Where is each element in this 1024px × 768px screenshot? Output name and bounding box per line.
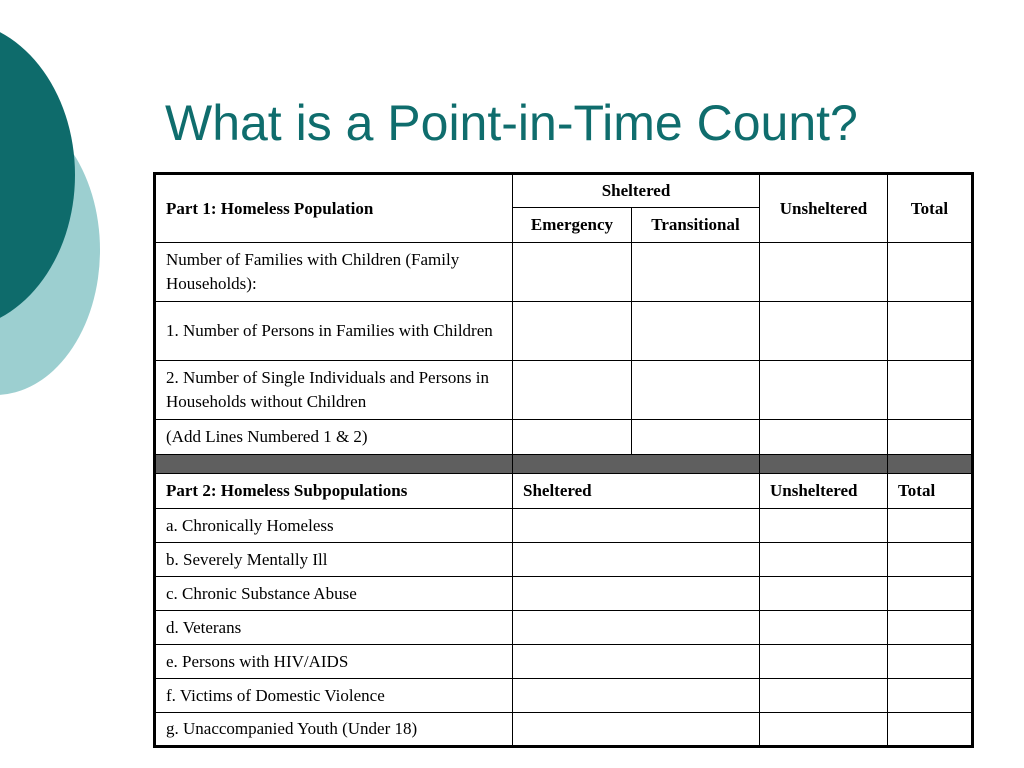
table-row (155, 543, 973, 577)
part2-sheltered-header: Sheltered (513, 474, 760, 509)
unsheltered-cell (760, 679, 888, 713)
row-label: Number of Families with Children (Family Households): (155, 243, 513, 302)
transitional-cell (632, 243, 760, 302)
table-row (155, 611, 973, 645)
sheltered-cell (513, 645, 760, 679)
total-cell (888, 577, 973, 611)
sheltered-cell (513, 611, 760, 645)
sheltered-cell (513, 577, 760, 611)
transitional-cell (632, 302, 760, 361)
total-cell (888, 713, 973, 747)
unsheltered-cell (760, 420, 888, 455)
part1-header-row (155, 174, 973, 208)
point-in-time-table (153, 172, 974, 748)
total-cell (888, 302, 973, 361)
separator-row (155, 455, 973, 474)
row-label: f. Victims of Domestic Violence (155, 679, 513, 713)
emergency-cell (513, 361, 632, 420)
table-row (155, 645, 973, 679)
row-label: e. Persons with HIV/AIDS (155, 645, 513, 679)
sheltered-cell (513, 713, 760, 747)
transitional-header: Transitional (632, 208, 760, 243)
emergency-cell (513, 302, 632, 361)
row-label: 2. Number of Single Individuals and Persons in Households without Children (155, 361, 513, 420)
transitional-cell (632, 361, 760, 420)
table-row (155, 713, 973, 747)
total-cell (888, 361, 973, 420)
part2-unsheltered-header: Unsheltered (760, 474, 888, 509)
total-cell (888, 243, 973, 302)
row-label: c. Chronic Substance Abuse (155, 577, 513, 611)
emergency-cell (513, 420, 632, 455)
row-label: (Add Lines Numbered 1 & 2) (155, 420, 513, 455)
part2-header-row (155, 474, 973, 509)
unsheltered-cell (760, 645, 888, 679)
table-row (155, 302, 973, 361)
unsheltered-cell (760, 361, 888, 420)
separator-cell (155, 455, 513, 474)
sheltered-header: Sheltered (513, 174, 760, 208)
row-label: a. Chronically Homeless (155, 509, 513, 543)
table-row (155, 679, 973, 713)
slide-title: What is a Point-in-Time Count? (165, 95, 858, 151)
unsheltered-cell (760, 543, 888, 577)
unsheltered-cell (760, 509, 888, 543)
sheltered-cell (513, 509, 760, 543)
table-row (155, 361, 973, 420)
emergency-header: Emergency (513, 208, 632, 243)
unsheltered-cell (760, 243, 888, 302)
sheltered-cell (513, 543, 760, 577)
total-cell (888, 543, 973, 577)
unsheltered-cell (760, 302, 888, 361)
unsheltered-header: Unsheltered (760, 174, 888, 243)
unsheltered-cell (760, 713, 888, 747)
table-row (155, 577, 973, 611)
table-row (155, 243, 973, 302)
unsheltered-cell (760, 577, 888, 611)
total-cell (888, 420, 973, 455)
row-label: b. Severely Mentally Ill (155, 543, 513, 577)
part2-total-header: Total (888, 474, 973, 509)
table-row (155, 509, 973, 543)
table-row (155, 420, 973, 455)
separator-cell (760, 455, 888, 474)
total-cell (888, 679, 973, 713)
row-label: d. Veterans (155, 611, 513, 645)
row-label: g. Unaccompanied Youth (Under 18) (155, 713, 513, 747)
unsheltered-cell (760, 611, 888, 645)
total-cell (888, 645, 973, 679)
separator-cell (513, 455, 760, 474)
sheltered-cell (513, 679, 760, 713)
part2-header: Part 2: Homeless Subpopulations (155, 474, 513, 509)
separator-cell (888, 455, 973, 474)
emergency-cell (513, 243, 632, 302)
row-label: 1. Number of Persons in Families with Children (155, 302, 513, 361)
part1-header: Part 1: Homeless Population (155, 174, 513, 243)
total-cell (888, 611, 973, 645)
total-cell (888, 509, 973, 543)
total-header: Total (888, 174, 973, 243)
transitional-cell (632, 420, 760, 455)
